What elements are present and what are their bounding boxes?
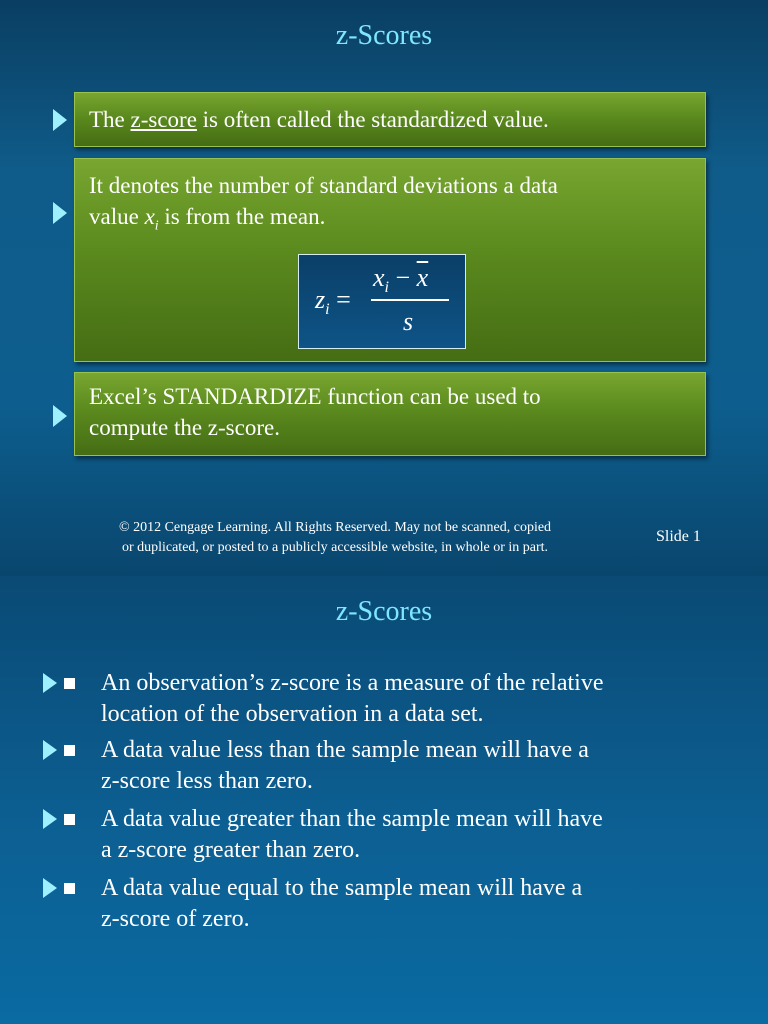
bullet-square-icon	[64, 814, 75, 825]
z-score-formula: $z_i$ = $x_i - \overline{x}$ s	[298, 254, 466, 349]
copyright-footer: © 2012 Cengage Learning. All Rights Reserved. May not be scanned, copied or duplicated, or posted to a publicly accessible website, in whole or in part.	[118, 520, 552, 555]
slide-title: z-Scores	[335, 20, 433, 51]
bullet-square-icon	[64, 883, 75, 894]
excel-box: Excel’s STANDARDIZE function can be used to compute the z-score.	[74, 372, 706, 456]
bullet-arrow-icon	[43, 673, 57, 693]
bullet-arrow-icon	[53, 202, 67, 224]
bullet-arrow-icon	[43, 809, 57, 829]
bullet-arrow-icon	[43, 740, 57, 760]
z-score-term: z-score	[130, 107, 197, 132]
meaning-line-2: value $x_i$ is from the mean.	[89, 204, 326, 234]
meaning-line-1: It denotes the number of standard deviations a data	[89, 173, 558, 198]
slide-2: z-Scores An observation’s z-score is a measure of the relative location of the observation in a data set. A data value less than the sample mean will have a z-score less than zero. A data value greater than the sample mean will have a z-score greater than zero. A data value equal to the sample mean will have a z-score of zero.	[0, 576, 768, 1024]
definition-box: The z-score is often called the standardized value.	[74, 92, 706, 147]
bullet-arrow-icon	[53, 109, 67, 131]
bullet-square-icon	[64, 678, 75, 689]
bullet-arrow-icon	[53, 405, 67, 427]
slide-number: Slide 1	[656, 528, 701, 545]
bullet-square-icon	[64, 745, 75, 756]
bullet-arrow-icon	[43, 878, 57, 898]
fraction-bar	[371, 299, 449, 301]
slide-title: z-Scores	[335, 596, 433, 627]
